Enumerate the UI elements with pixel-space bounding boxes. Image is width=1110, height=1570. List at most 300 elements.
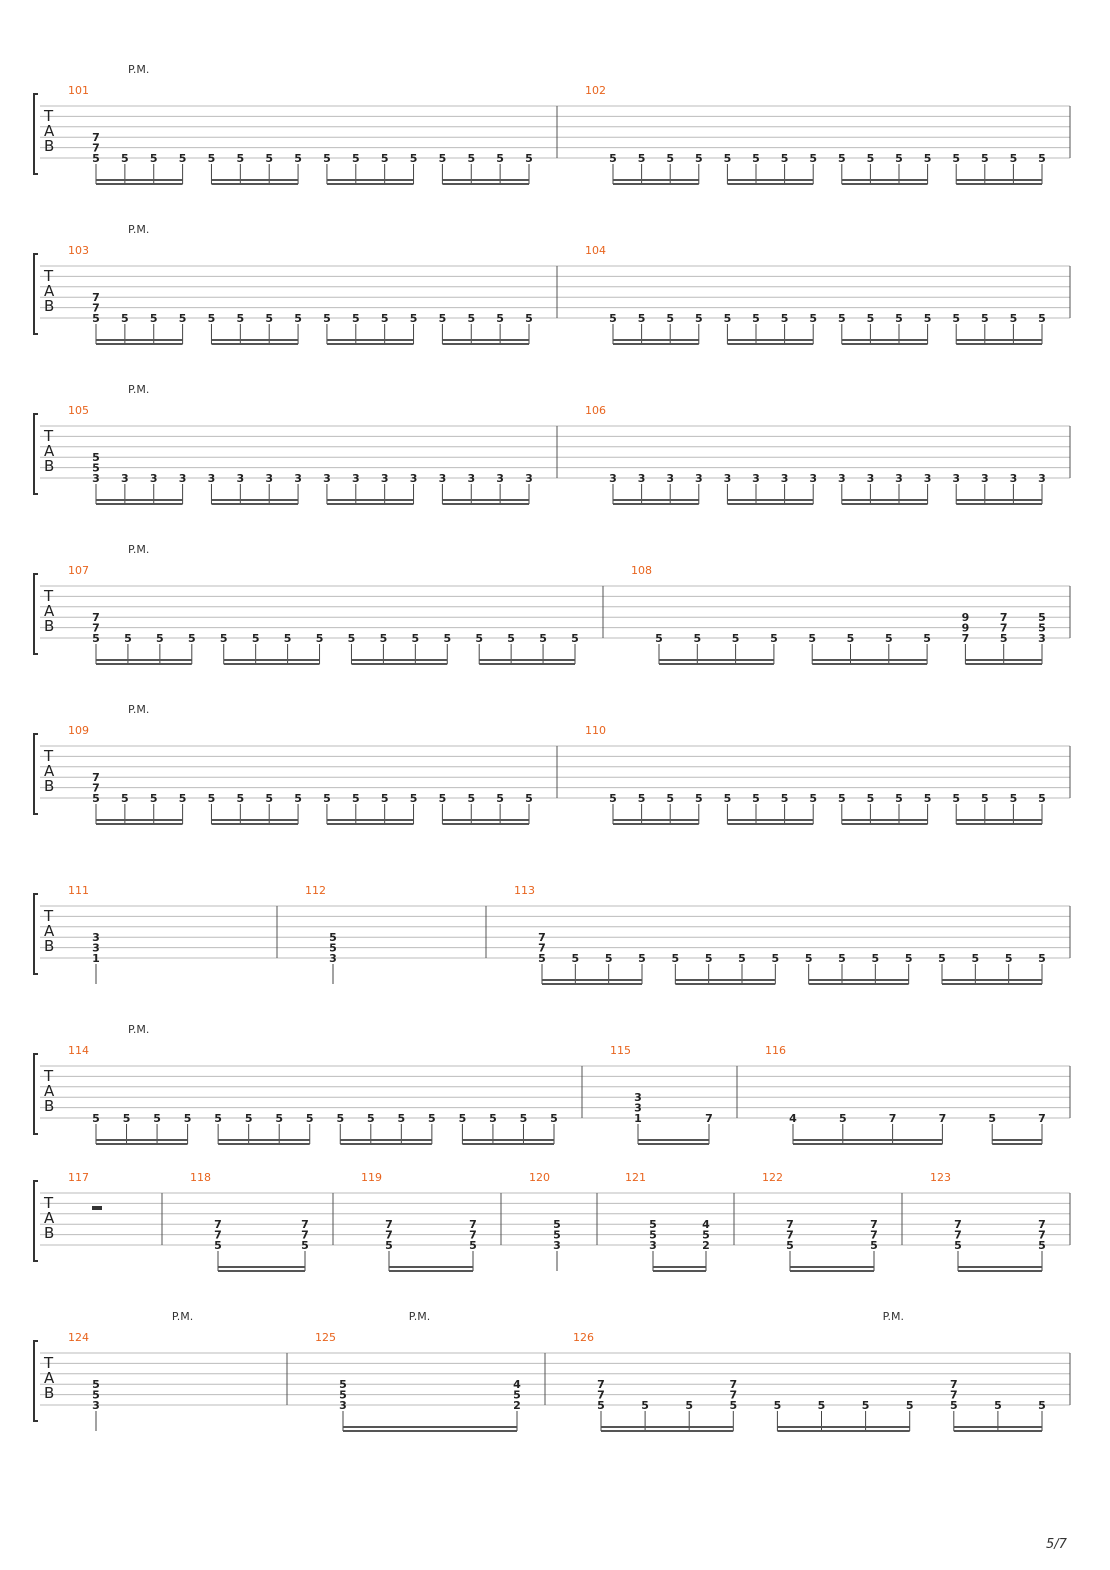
fret-number: 9 — [961, 611, 970, 625]
fret-number: 5 — [895, 312, 903, 325]
fret-number: 7 — [92, 301, 100, 315]
fret-number: 3 — [351, 472, 360, 485]
fret-number: 3 — [178, 472, 187, 485]
fret-number: 7 — [538, 941, 546, 955]
fret-number: 5 — [773, 1399, 782, 1412]
fret-number: 2 — [702, 1239, 710, 1252]
page-number: 5/7 — [1046, 1537, 1067, 1552]
fret-number: 5 — [780, 152, 789, 165]
fret-number: 7 — [938, 1112, 947, 1125]
fret-number: 5 — [923, 632, 931, 645]
fret-number: 5 — [884, 632, 893, 645]
fret-number: 5 — [315, 632, 324, 645]
fret-number: 5 — [694, 152, 703, 165]
fret-number: 3 — [837, 472, 846, 485]
fret-number: 5 — [1038, 1399, 1046, 1412]
staff-system — [34, 1023, 1070, 1144]
measure — [68, 724, 557, 824]
fret-number: 1 — [92, 952, 100, 965]
fret-number: 5 — [1038, 621, 1046, 635]
fret-number: 5 — [467, 152, 476, 165]
fret-number: 5 — [949, 1399, 958, 1412]
fret-number: 5 — [838, 1112, 847, 1125]
fret-number: 5 — [149, 792, 158, 805]
fret-number: 5 — [723, 792, 732, 805]
fret-number: 5 — [178, 312, 187, 325]
fret-number: 5 — [539, 632, 547, 645]
fret-number: 7 — [214, 1228, 222, 1242]
fret-number: 5 — [265, 152, 274, 165]
fret-number: 5 — [938, 952, 946, 965]
fret-number: 5 — [275, 1112, 284, 1125]
fret-number: 5 — [409, 792, 418, 805]
fret-number: 5 — [817, 1399, 826, 1412]
fret-number: 5 — [411, 632, 420, 645]
palm-mute-label: P.M. — [408, 1310, 431, 1323]
fret-number: 5 — [641, 1399, 649, 1412]
fret-number: 5 — [409, 152, 418, 165]
fret-number: 5 — [693, 632, 702, 645]
measure — [190, 1171, 333, 1271]
measure — [514, 884, 1070, 984]
fret-number: 5 — [265, 792, 274, 805]
fret-number: 3 — [694, 472, 703, 485]
fret-number: 5 — [685, 1399, 694, 1412]
fret-number: 5 — [694, 792, 703, 805]
fret-number: 7 — [870, 1228, 878, 1242]
measure — [585, 244, 1070, 344]
measure — [765, 1044, 1070, 1144]
tab-clef-letter: T — [44, 747, 54, 765]
fret-number: 5 — [637, 792, 646, 805]
rest-mark — [92, 1206, 102, 1210]
fret-number: 5 — [187, 632, 196, 645]
fret-number: 5 — [443, 632, 452, 645]
measure — [68, 884, 277, 984]
fret-number: 5 — [780, 792, 789, 805]
fret-number: 5 — [305, 1112, 314, 1125]
measure-number: 120 — [529, 1171, 550, 1184]
fret-number: 5 — [467, 792, 476, 805]
fret-number: 5 — [339, 1388, 347, 1402]
fret-number: 7 — [949, 1388, 958, 1402]
fret-number: 7 — [92, 781, 100, 795]
fret-number: 5 — [122, 1112, 131, 1125]
staff-system — [34, 1310, 1070, 1431]
measure-number: 122 — [762, 1171, 783, 1184]
fret-number: 5 — [952, 152, 961, 165]
fret-number: 5 — [952, 312, 961, 325]
fret-number: 5 — [380, 312, 389, 325]
fret-number: 5 — [301, 1239, 309, 1252]
fret-number: 7 — [92, 621, 100, 635]
measure — [529, 1171, 597, 1271]
fret-number: 5 — [980, 792, 989, 805]
fret-number: 5 — [380, 152, 389, 165]
fret-number: 3 — [92, 472, 100, 485]
fret-number: 5 — [428, 1112, 436, 1125]
palm-mute-label: P.M. — [128, 383, 150, 396]
tab-clef-letter: B — [44, 777, 55, 795]
measure — [68, 244, 557, 344]
fret-number: 3 — [634, 1101, 642, 1115]
fret-number: 5 — [866, 152, 875, 165]
fret-number: 5 — [178, 792, 187, 805]
fret-number: 5 — [92, 1112, 100, 1125]
fret-number: 5 — [92, 451, 100, 465]
fret-number: 5 — [347, 632, 356, 645]
fret-number: 5 — [731, 632, 740, 645]
palm-mute-label: P.M. — [128, 223, 150, 236]
fret-number: 5 — [952, 792, 961, 805]
fret-number: 7 — [1038, 1218, 1046, 1232]
measure-number: 109 — [68, 724, 89, 737]
fret-number: 5 — [704, 952, 713, 965]
fret-number: 5 — [366, 1112, 375, 1125]
fret-number: 7 — [301, 1228, 309, 1242]
fret-number: 5 — [207, 792, 216, 805]
measure-number: 124 — [68, 1331, 89, 1344]
fret-number: 5 — [236, 792, 245, 805]
fret-number: 5 — [837, 312, 846, 325]
fret-number: 5 — [339, 1378, 347, 1392]
fret-number: 5 — [980, 312, 989, 325]
fret-number: 5 — [923, 792, 932, 805]
fret-number: 7 — [469, 1228, 477, 1242]
fret-number: 7 — [870, 1218, 878, 1232]
fret-number: 5 — [666, 312, 675, 325]
fret-number: 5 — [738, 952, 746, 965]
palm-mute-label: P.M. — [128, 703, 150, 716]
fret-number: 2 — [513, 1399, 521, 1412]
measure — [631, 564, 1070, 664]
fret-number: 5 — [121, 312, 129, 325]
tab-clef-letter: T — [44, 587, 54, 605]
fret-number: 3 — [323, 472, 331, 485]
fret-number: 5 — [1009, 152, 1018, 165]
fret-number: 5 — [637, 152, 646, 165]
fret-number: 5 — [904, 952, 913, 965]
system-bracket — [34, 1054, 38, 1134]
fret-number: 7 — [214, 1218, 222, 1232]
fret-number: 3 — [265, 472, 274, 485]
fret-number: 3 — [895, 472, 903, 485]
measure-number: 108 — [631, 564, 652, 577]
fret-number: 5 — [988, 1112, 997, 1125]
fret-number: 5 — [1038, 792, 1046, 805]
fret-number: 5 — [649, 1228, 657, 1242]
staff-system — [34, 63, 1070, 184]
fret-number: 7 — [954, 1228, 962, 1242]
fret-number: 5 — [283, 632, 292, 645]
fret-number: 3 — [923, 472, 932, 485]
fret-number: 5 — [323, 152, 331, 165]
fret-number: 5 — [870, 1239, 878, 1252]
fret-number: 3 — [294, 472, 302, 485]
measure-number: 107 — [68, 564, 89, 577]
fret-number: 5 — [513, 1388, 521, 1402]
measure — [305, 884, 486, 984]
fret-number: 3 — [1009, 472, 1018, 485]
fret-number: 7 — [961, 632, 970, 645]
measure-number: 111 — [68, 884, 89, 897]
fret-number: 3 — [752, 472, 760, 485]
tab-clef-letter: A — [44, 602, 55, 620]
fret-number: 7 — [999, 621, 1008, 635]
fret-number: 3 — [149, 472, 158, 485]
fret-number: 5 — [496, 312, 504, 325]
measure-number: 106 — [585, 404, 606, 417]
fret-number: 5 — [294, 312, 302, 325]
fret-number: 5 — [866, 312, 875, 325]
fret-number: 5 — [905, 1399, 914, 1412]
fret-number: 7 — [92, 611, 100, 625]
fret-number: 5 — [323, 312, 331, 325]
system-bracket — [34, 734, 38, 814]
fret-number: 5 — [702, 1228, 710, 1242]
fret-number: 3 — [980, 472, 989, 485]
tab-clef-letter: B — [44, 937, 55, 955]
fret-number: 5 — [92, 152, 100, 165]
fret-number: 5 — [178, 152, 187, 165]
fret-number: 7 — [786, 1228, 794, 1242]
palm-mute-label: P.M. — [882, 1310, 905, 1323]
tab-clef-letter: A — [44, 122, 55, 140]
measure — [68, 1171, 162, 1245]
fret-number: 5 — [207, 312, 216, 325]
fret-number: 5 — [183, 1112, 192, 1125]
tab-clef-letter: T — [44, 267, 54, 285]
fret-number: 7 — [92, 771, 100, 785]
fret-number: 5 — [294, 792, 302, 805]
fret-number: 5 — [507, 632, 515, 645]
fret-number: 5 — [519, 1112, 528, 1125]
fret-number: 5 — [666, 792, 675, 805]
fret-number: 3 — [809, 472, 818, 485]
fret-number: 5 — [649, 1218, 657, 1232]
fret-number: 3 — [1038, 472, 1046, 485]
fret-number: 5 — [780, 312, 789, 325]
fret-number: 5 — [837, 152, 846, 165]
fret-number: 3 — [380, 472, 389, 485]
fret-number: 5 — [1009, 312, 1018, 325]
tab-clef-letter: B — [44, 617, 55, 635]
fret-number: 5 — [153, 1112, 161, 1125]
fret-number: 5 — [438, 792, 447, 805]
fret-number: 7 — [1038, 1112, 1046, 1125]
fret-number: 5 — [525, 312, 533, 325]
fret-number: 5 — [809, 152, 818, 165]
fret-number: 5 — [149, 152, 158, 165]
tab-clef-letter: B — [44, 297, 55, 315]
tab-clef-letter: A — [44, 1209, 55, 1227]
fret-number: 5 — [866, 792, 875, 805]
measure-number: 115 — [610, 1044, 631, 1057]
fret-number: 3 — [666, 472, 675, 485]
fret-number: 7 — [385, 1228, 393, 1242]
fret-number: 5 — [837, 792, 846, 805]
tab-clef-letter: B — [44, 137, 55, 155]
fret-number: 5 — [92, 312, 100, 325]
fret-number: 5 — [694, 312, 703, 325]
fret-number: 3 — [329, 952, 337, 965]
fret-number: 3 — [339, 1399, 347, 1412]
system-bracket — [34, 1341, 38, 1421]
fret-number: 7 — [949, 1378, 958, 1392]
fret-number: 5 — [379, 632, 388, 645]
fret-number: 5 — [638, 952, 646, 965]
fret-number: 3 — [866, 472, 875, 485]
system-bracket — [34, 894, 38, 974]
measure-number: 117 — [68, 1171, 89, 1184]
fret-number: 3 — [496, 472, 504, 485]
fret-number: 5 — [244, 1112, 253, 1125]
fret-number: 3 — [236, 472, 245, 485]
measure — [762, 1171, 902, 1271]
tab-clef-letter: T — [44, 1194, 54, 1212]
fret-number: 3 — [121, 472, 129, 485]
measure-number: 101 — [68, 84, 89, 97]
fret-number: 5 — [351, 792, 360, 805]
fret-number: 5 — [846, 632, 855, 645]
fret-number: 5 — [804, 952, 813, 965]
fret-number: 5 — [92, 1388, 100, 1402]
fret-number: 5 — [469, 1239, 477, 1252]
fret-number: 5 — [329, 931, 337, 945]
staff-system — [34, 383, 1070, 504]
measure — [68, 1044, 582, 1144]
fret-number: 5 — [838, 952, 846, 965]
measure-number: 112 — [305, 884, 326, 897]
tab-clef-letter: B — [44, 457, 55, 475]
measure-number: 121 — [625, 1171, 646, 1184]
fret-number: 5 — [609, 312, 617, 325]
fret-number: 3 — [723, 472, 732, 485]
palm-mute-label: P.M. — [128, 543, 150, 556]
fret-number: 5 — [336, 1112, 345, 1125]
tab-clef-letter: A — [44, 1369, 55, 1387]
fret-number: 5 — [671, 952, 680, 965]
fret-number: 5 — [475, 632, 484, 645]
fret-number: 3 — [438, 472, 447, 485]
fret-number: 5 — [655, 632, 663, 645]
fret-number: 5 — [752, 792, 760, 805]
measure-number: 114 — [68, 1044, 89, 1057]
measure-number: 123 — [930, 1171, 951, 1184]
fret-number: 5 — [1009, 792, 1018, 805]
fret-number: 5 — [409, 312, 418, 325]
fret-number: 5 — [538, 952, 546, 965]
tab-clef-letter: B — [44, 1097, 55, 1115]
fret-number: 5 — [770, 632, 778, 645]
fret-number: 5 — [1038, 952, 1046, 965]
fret-number: 3 — [649, 1239, 657, 1252]
fret-number: 5 — [1038, 152, 1046, 165]
tab-clef-letter: T — [44, 1067, 54, 1085]
fret-number: 5 — [871, 952, 880, 965]
fret-number: 5 — [609, 792, 617, 805]
measure — [585, 404, 1070, 504]
measure-number: 104 — [585, 244, 606, 257]
fret-number: 5 — [980, 152, 989, 165]
fret-number: 4 — [789, 1112, 797, 1125]
measure — [68, 404, 557, 504]
fret-number: 7 — [888, 1112, 897, 1125]
measure — [930, 1171, 1070, 1271]
measure — [585, 84, 1070, 184]
fret-number: 5 — [1038, 611, 1046, 625]
measure — [610, 1044, 737, 1144]
tab-clef-letter: A — [44, 1082, 55, 1100]
fret-number: 7 — [301, 1218, 309, 1232]
fret-number: 5 — [604, 952, 613, 965]
fret-number: 5 — [553, 1228, 561, 1242]
measure — [68, 84, 557, 184]
fret-number: 5 — [553, 1218, 561, 1232]
fret-number: 5 — [723, 312, 732, 325]
fret-number: 5 — [121, 792, 129, 805]
measure-number: 119 — [361, 1171, 382, 1184]
measure-number: 105 — [68, 404, 89, 417]
palm-mute-label: P.M. — [128, 1023, 150, 1036]
fret-number: 5 — [723, 152, 732, 165]
fret-number: 5 — [219, 632, 228, 645]
fret-number: 5 — [294, 152, 302, 165]
palm-mute-label: P.M. — [128, 63, 150, 76]
fret-number: 5 — [467, 312, 476, 325]
tab-clef-letter: T — [44, 107, 54, 125]
tab-clef-letter: A — [44, 282, 55, 300]
fret-number: 5 — [385, 1239, 393, 1252]
fret-number: 5 — [149, 312, 158, 325]
fret-number: 5 — [597, 1399, 605, 1412]
fret-number: 5 — [380, 792, 389, 805]
fret-number: 5 — [571, 632, 579, 645]
fret-number: 5 — [124, 632, 132, 645]
fret-number: 3 — [467, 472, 476, 485]
fret-number: 5 — [971, 952, 980, 965]
fret-number: 5 — [609, 152, 617, 165]
fret-number: 5 — [861, 1399, 870, 1412]
tab-clef-letter: A — [44, 442, 55, 460]
fret-number: 5 — [1004, 952, 1013, 965]
staff-system — [34, 703, 1070, 824]
system-bracket — [34, 94, 38, 174]
tab-clef-letter: A — [44, 762, 55, 780]
fret-number: 3 — [637, 472, 646, 485]
system-bracket — [34, 574, 38, 654]
fret-number: 5 — [923, 312, 932, 325]
fret-number: 5 — [954, 1239, 962, 1252]
fret-number: 5 — [999, 632, 1008, 645]
measure-number: 110 — [585, 724, 606, 737]
fret-number: 3 — [92, 1399, 100, 1412]
palm-mute-label: P.M. — [171, 1310, 194, 1323]
fret-number: 5 — [1038, 312, 1046, 325]
fret-number: 5 — [808, 632, 817, 645]
fret-number: 5 — [329, 941, 337, 955]
tab-clef-letter: B — [44, 1224, 55, 1242]
tab-clef-letter: B — [44, 1384, 55, 1402]
measure-number: 113 — [514, 884, 535, 897]
fret-number: 5 — [251, 632, 260, 645]
fret-number: 5 — [92, 632, 100, 645]
fret-number: 7 — [538, 931, 546, 945]
measure-number: 103 — [68, 244, 89, 257]
fret-number: 5 — [923, 152, 932, 165]
fret-number: 5 — [438, 152, 447, 165]
fret-number: 7 — [92, 141, 100, 155]
